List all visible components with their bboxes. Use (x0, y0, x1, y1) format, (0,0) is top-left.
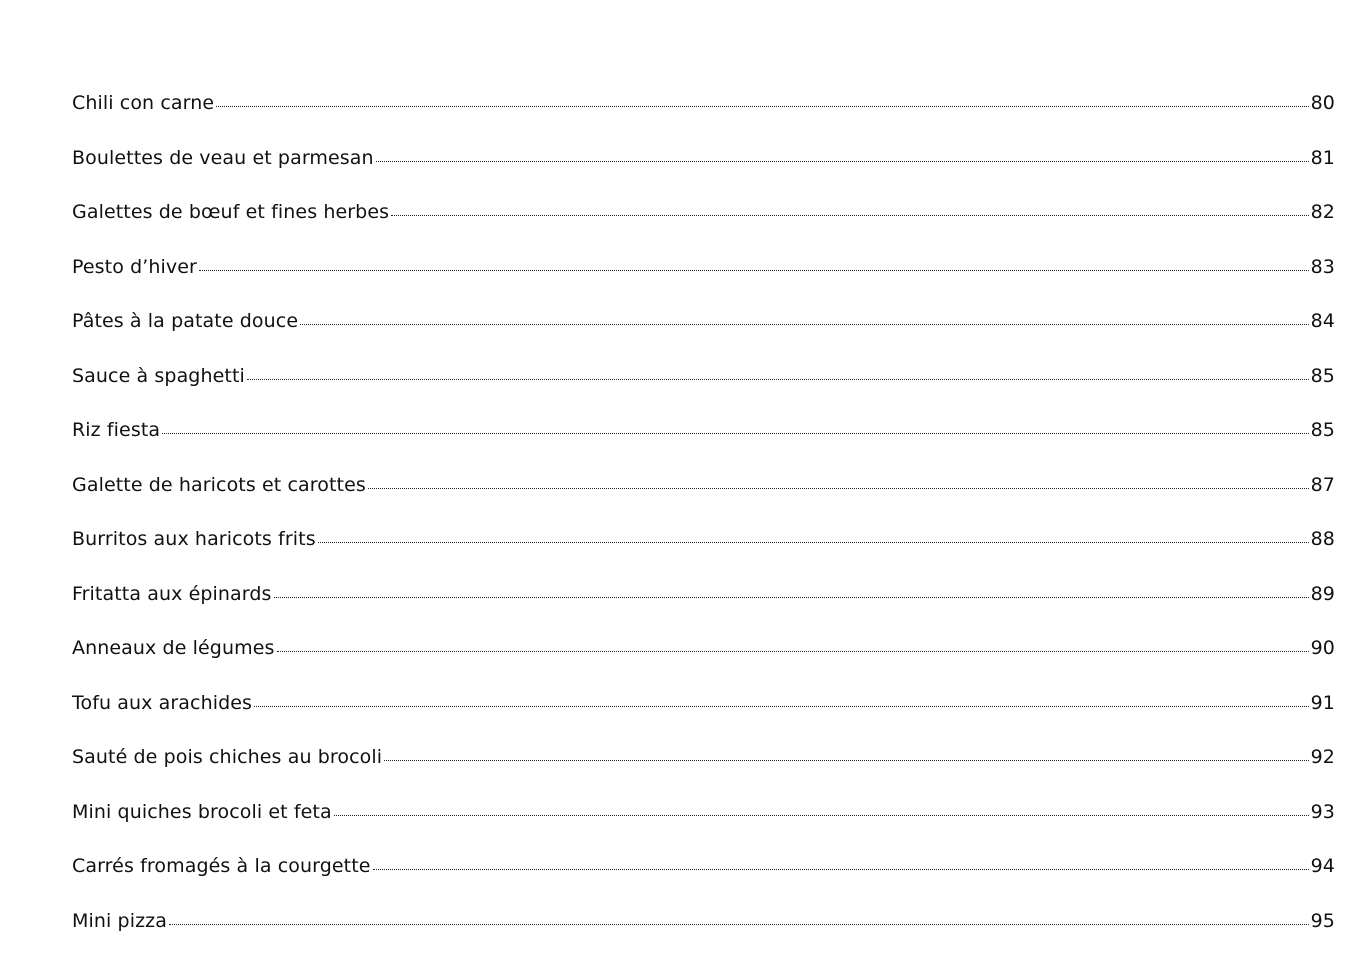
toc-entry-title: Boulettes de veau et parmesan (72, 146, 374, 169)
dot-leader (334, 815, 1309, 816)
toc-entry (72, 839, 1335, 894)
toc-entry (72, 458, 1335, 513)
toc-entry-page: 80 (1310, 92, 1335, 114)
toc-entry-title: Galettes de bœuf et fines herbes (72, 201, 390, 223)
toc-entry-page: 88 (1310, 528, 1335, 550)
toc-entry-page: 87 (1310, 473, 1335, 496)
toc-entry-title: Sauce à spaghetti (72, 364, 245, 387)
toc-entry-title: Fritatta aux épinards (72, 582, 272, 605)
dot-leader (254, 706, 1309, 707)
toc-entry-title: Mini quiches brocoli et feta (72, 800, 332, 823)
toc-entry-page: 89 (1310, 582, 1335, 605)
toc-entry (72, 785, 1335, 840)
toc-entry (72, 185, 1335, 240)
toc-entry-page: 81 (1310, 146, 1335, 169)
toc-entry-title: Tofu aux arachides (72, 691, 253, 714)
toc-entry-page: 94 (1310, 855, 1335, 877)
toc-entry (72, 131, 1335, 186)
dot-leader (368, 488, 1309, 489)
dot-leader (169, 924, 1309, 925)
toc-entry-page: 85 (1310, 419, 1335, 441)
toc-entry (72, 512, 1335, 567)
toc-entry-page: 85 (1310, 364, 1335, 387)
toc-entry-page: 93 (1310, 800, 1335, 823)
toc-entry-title: Riz fiesta (72, 419, 161, 441)
toc-entry (72, 730, 1335, 785)
toc-entry-title: Burritos aux haricots frits (72, 528, 316, 550)
dot-leader (300, 324, 1309, 325)
toc-entry (72, 76, 1335, 131)
toc-entry-page: 95 (1310, 909, 1335, 932)
toc-entry-title: Pesto d’hiver (72, 255, 197, 278)
toc-entry-page: 83 (1310, 255, 1335, 278)
toc-entry (72, 567, 1335, 622)
dot-leader (216, 106, 1308, 107)
toc-entry (72, 294, 1335, 349)
dot-leader (384, 760, 1308, 761)
dot-leader (277, 651, 1309, 652)
toc-entry-title: Anneaux de légumes (72, 637, 275, 659)
toc-entry-title: Mini pizza (72, 909, 167, 932)
dot-leader (274, 597, 1309, 598)
dot-leader (199, 270, 1309, 271)
toc-entry-title: Chili con carne (72, 92, 215, 114)
toc-entry-page: 84 (1310, 310, 1335, 332)
dot-leader (318, 542, 1309, 543)
toc-entry-title: Carrés fromagés à la courgette (72, 855, 371, 877)
dot-leader (247, 379, 1309, 380)
toc-entry (72, 403, 1335, 458)
dot-leader (162, 433, 1308, 434)
toc-entry-page: 90 (1310, 637, 1335, 659)
toc-entry-page: 82 (1310, 201, 1335, 223)
dot-leader (391, 215, 1308, 216)
dot-leader (373, 869, 1309, 870)
toc-entry (72, 349, 1335, 404)
toc-entry (72, 894, 1335, 949)
toc-entry-title: Pâtes à la patate douce (72, 310, 299, 332)
toc-entry-page: 92 (1310, 746, 1335, 768)
toc-entry-title: Galette de haricots et carottes (72, 473, 366, 496)
toc-entry (72, 621, 1335, 676)
toc-entry (72, 240, 1335, 295)
toc-entry (72, 676, 1335, 731)
table-of-contents (72, 76, 1335, 948)
toc-entry-title: Sauté de pois chiches au brocoli (72, 746, 383, 768)
dot-leader (376, 161, 1309, 162)
toc-entry-page: 91 (1310, 691, 1335, 714)
